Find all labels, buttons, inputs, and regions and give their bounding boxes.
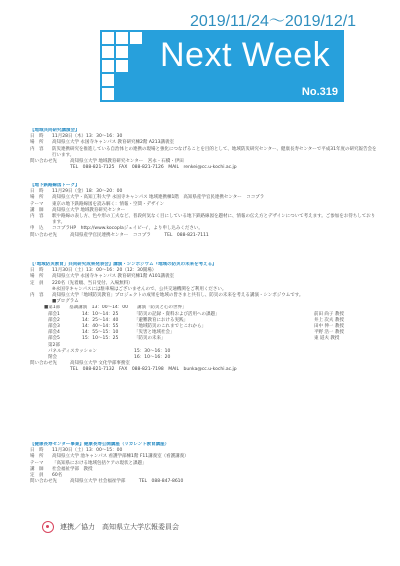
event-section <box>30 183 378 239</box>
program-row: 部会3 14：40～14：55 「地域防災のこれまでとこれから」 田中 伸一 教授 <box>48 324 344 330</box>
info-row: ■プログラム <box>52 299 79 305</box>
info-row: テーマ 「高知県における地域包括ケアの現状と課題」 <box>30 460 147 466</box>
info-row: 講 師 高知県立大学 地域教育研究センター <box>30 207 126 213</box>
info-row: TEL 088-821-7132 FAX 088-821-7198 MAIL bunka@cc.u-kochi.ac.jp <box>70 367 237 373</box>
info-row: 定 員 60名 <box>30 473 63 479</box>
date-range: 2019/11/24～2019/12/1 <box>190 13 357 30</box>
banner-decoration <box>102 60 114 72</box>
info-row: 日 時 11月28日（木）13：30～16：30 <box>30 134 123 140</box>
banner-decoration <box>102 32 114 44</box>
info-row: 定 員 220名（先着順、当日受付、入場無料） <box>30 280 133 286</box>
banner-decoration <box>102 88 114 100</box>
title-banner <box>100 30 344 102</box>
program-row: 部会1 14：10～14：25 「防災の記録・資料および活用への課題」 前田 尚子 教授 <box>48 311 344 317</box>
banner-decoration <box>116 60 128 72</box>
event-section <box>30 442 378 485</box>
program-row: 部会4 14：55～15：10 「災害と地域社会」 平野 浩一 教授 <box>48 330 344 336</box>
info-row: 内 容 高知県立大学「地域防災教育」プロジェクトの成果を地域の皆さまと共有し、防災の未来を考える講演・シンポジウムです。 <box>30 293 304 299</box>
footer <box>42 521 179 533</box>
info-row: 内 容 防災連携研究を推進している自治体との連携の現場と強化につなげることを目的として、地域防災研究センター、健康長寿センターで平成31年度の研究報告会を行います。 <box>30 146 377 158</box>
banner-decoration <box>130 32 142 44</box>
info-row: 場 所 高知県立大学 永国寺キャンパス 教育研究棟2階 A213講義室 <box>30 140 175 146</box>
info-row: 場 所 高知県立大学 池キャンパス 看護学部棟1階 F11講義室（看護講義） <box>30 454 189 460</box>
info-row: 日 時 11月30日（土）13：00～15：00 <box>30 448 123 454</box>
banner-decoration <box>116 46 128 58</box>
info-row: 日 時 11月30日（土）13：00～16：20（12：30開場） <box>30 268 157 274</box>
section-heading: 【健康長寿センター事業】健康長寿公開講座（リカレント教育講座） <box>30 442 170 447</box>
info-row: 場 所 高知県立大学 永国寺キャンパス 教育研究棟1階 A101講義室 <box>30 274 175 280</box>
issue-number: No.319 <box>301 86 338 98</box>
banner-decoration <box>116 32 128 44</box>
section-heading: 【地下鉄路線図トーク】 <box>30 183 80 188</box>
page-title: Next Week <box>160 36 331 74</box>
info-row: 内 容 駅や路線の表し方、色や形の工夫など、普段何気なく目にしている地下鉄路線図を題材に、情報の伝え方とデザインについて考えます。ご参加をお待ちしております。 <box>30 214 376 226</box>
university-logo-icon <box>42 521 54 533</box>
info-row: 問い合わせ先 高知県立大学 地域教育研究センター 宮永・石橋・伊田 <box>30 159 184 165</box>
footer-text: 連携／協力 高知県立大学広報委員会 <box>60 523 179 531</box>
info-row: 問い合わせ先 高知県立大学 文化学部事務室 <box>30 361 130 367</box>
program-row: 閉会 16：10～16：20 <box>48 355 171 361</box>
info-row: テーマ 東京の地下鉄路線図を読み解く：情報・空間・デザイン <box>30 201 165 207</box>
info-row: 講 師 社会福祉学部 教授 <box>30 466 93 472</box>
event-section <box>30 128 378 171</box>
banner-decoration <box>102 74 114 86</box>
info-row: 場 所 高知県立大学・高知工科大学 永国寺キャンパス 地域連携棟1階 高知県産学官民連携センター ココプラ <box>30 195 265 201</box>
info-row: 日 時 11月29日（金）18：30～20：00 <box>30 189 123 195</box>
info-row: ※永国寺キャンパスには駐車場はございませんので、公共交通機関をご利用ください。 <box>52 286 227 292</box>
section-heading: 【地域共同研究講演会】 <box>30 128 80 133</box>
info-row: 問い合わせ先 高知県立大学 社会福祉学部 TEL 088-847-8610 <box>30 479 184 485</box>
program-row: 部会2 14：25～14：40 「避難教育における実践」 井上 次夫 教授 <box>48 317 344 323</box>
event-section <box>30 262 378 374</box>
program-row: 第2部 <box>48 342 60 348</box>
banner-decoration <box>102 46 114 58</box>
info-row: 申 込 ココプラHP http://www.kocoplaジェイピー/ ，より申し込みください。 <box>30 226 203 232</box>
program-row: パネルディスカッション 15：30～16：10 <box>48 348 171 354</box>
program-heading: ■第1部 基調講演 13：00～14：00 講演「防災と心の世界」 <box>44 305 187 311</box>
section-heading: 【「地域防災教育」共同研究成果発表会】講演・シンポジウム『地域の防災の未来を考える』 <box>30 262 217 267</box>
info-row: 問い合わせ先 高知県産学官民連携センター ココプラ TEL 088-821-7111 <box>30 232 209 238</box>
info-row: TEL 088-821-7125 FAX 088-821-7126 MAIL renkei@cc.u-kochi.ac.jp <box>70 165 237 171</box>
program-row: 部会5 15：10～15：25 「防災の未来」 東 道夫 教授 <box>48 336 340 342</box>
